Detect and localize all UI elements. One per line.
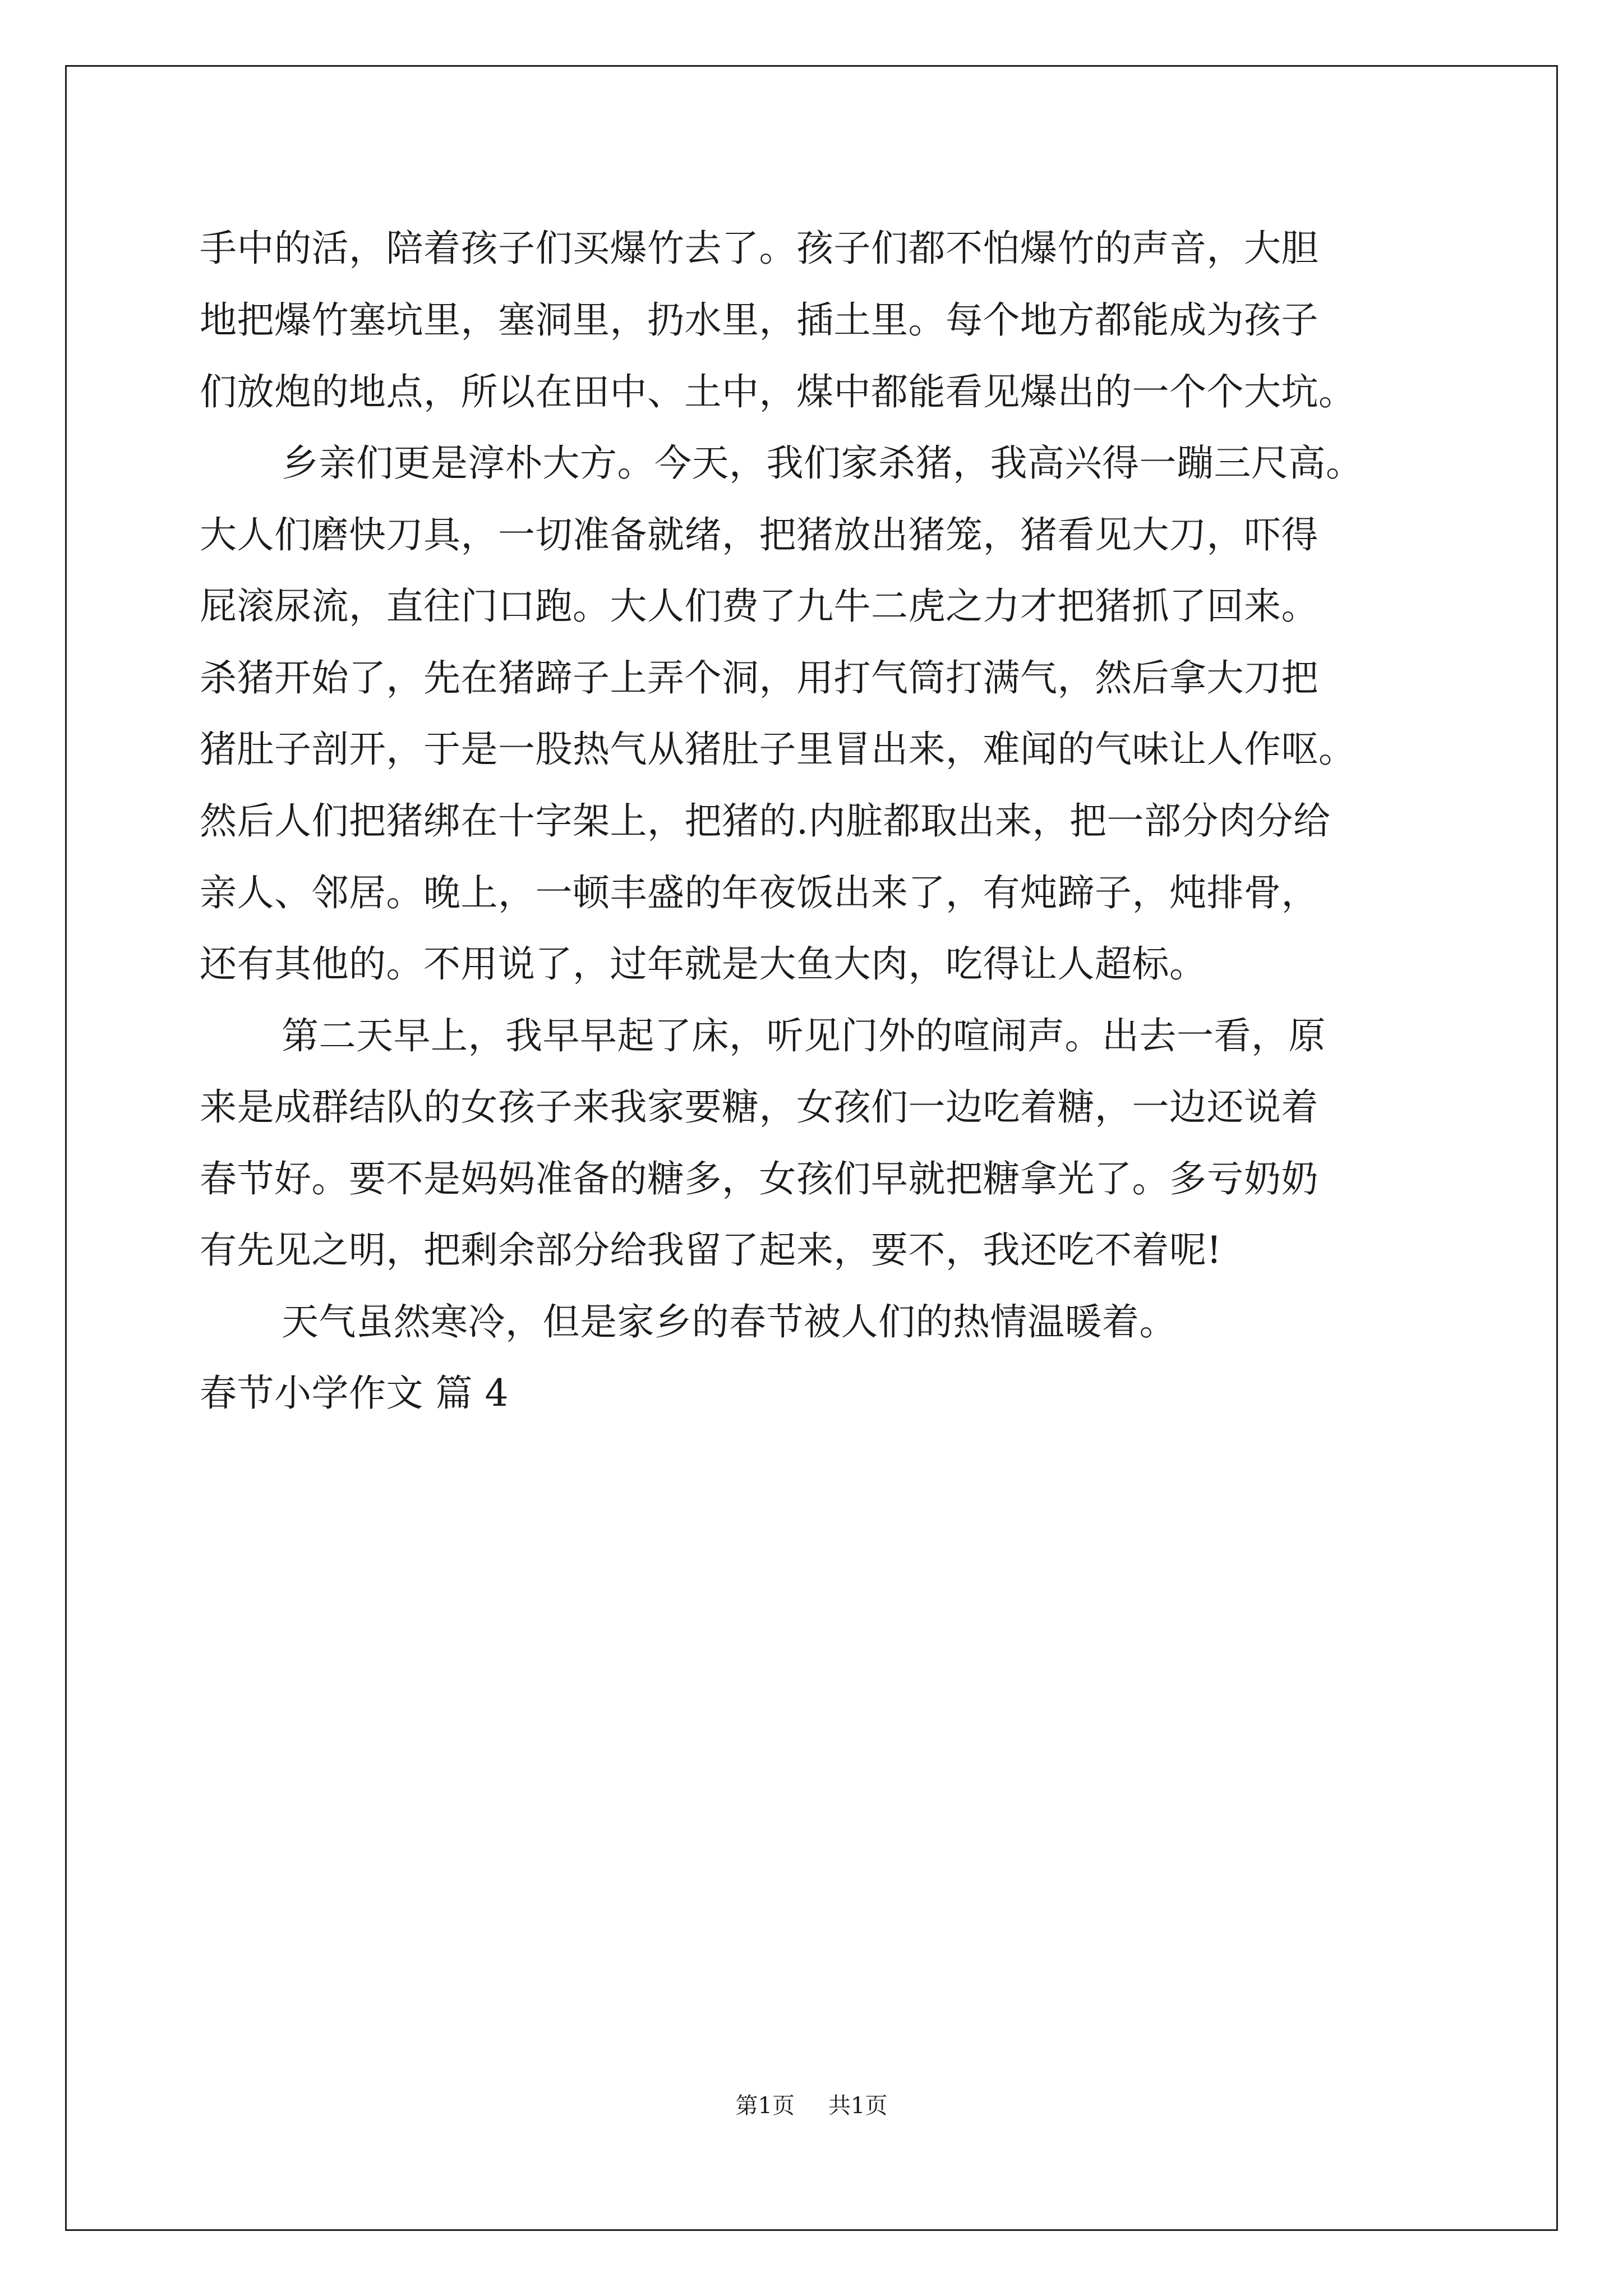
body-line: 地把爆竹塞坑里，塞洞里，扔水里，插土里。每个地方都能成为孩子 — [200, 298, 1318, 342]
body-line: 然后人们把猪绑在十字架上，把猪的.内脏都取出来，把一部分肉分给 — [200, 799, 1331, 843]
body-line: 亲人、邻居。晚上，一顿丰盛的年夜饭出来了，有炖蹄子，炖排骨， — [200, 871, 1318, 914]
body-line: 们放炮的地点，所以在田中、土中，煤中都能看见爆出的一个个大坑。 — [200, 370, 1356, 413]
body-line: 有先见之明，把剩余部分给我留了起来，要不，我还吃不着呢! — [200, 1228, 1222, 1272]
body-line: 大人们磨快刀具，一切准备就绪，把猪放出猪笼，猪看见大刀，吓得 — [200, 513, 1318, 556]
paragraph-start-line: 第二天早上，我早早起了床，听见门外的喧闹声。出去一看，原 — [282, 1014, 1326, 1057]
page-number-total: 共1页 — [828, 2093, 888, 2119]
body-line: 猪肚子剖开，于是一股热气从猪肚子里冒出来，难闻的气味让人作呕。 — [200, 728, 1356, 771]
body-line: 手中的活，陪着孩子们买爆竹去了。孩子们都不怕爆竹的声音，大胆 — [200, 227, 1318, 270]
paragraph-start-line: 乡亲们更是淳朴大方。今天，我们家杀猪，我高兴得一蹦三尺高。 — [282, 441, 1363, 485]
section-heading: 春节小学作文 篇 4 — [200, 1372, 509, 1415]
page-footer — [0, 2088, 1623, 2120]
body-line: 还有其他的。不用说了，过年就是大鱼大肉，吃得让人超标。 — [200, 942, 1207, 986]
body-line: 屁滚尿流，直往门口跑。大人们费了九牛二虎之力才把猪抓了回来。 — [200, 585, 1318, 628]
body-line: 来是成群结队的女孩子来我家要糖，女孩们一边吃着糖，一边还说着 — [200, 1085, 1318, 1129]
page-number-current: 第1页 — [735, 2093, 795, 2119]
paragraph-start-line: 天气虽然寒冷，但是家乡的春节被人们的热情温暖着。 — [282, 1300, 1177, 1343]
body-line: 春节好。要不是妈妈准备的糖多，女孩们早就把糖拿光了。多亏奶奶 — [200, 1157, 1318, 1200]
body-line: 杀猪开始了，先在猪蹄子上弄个洞，用打气筒打满气，然后拿大刀把 — [200, 656, 1318, 700]
